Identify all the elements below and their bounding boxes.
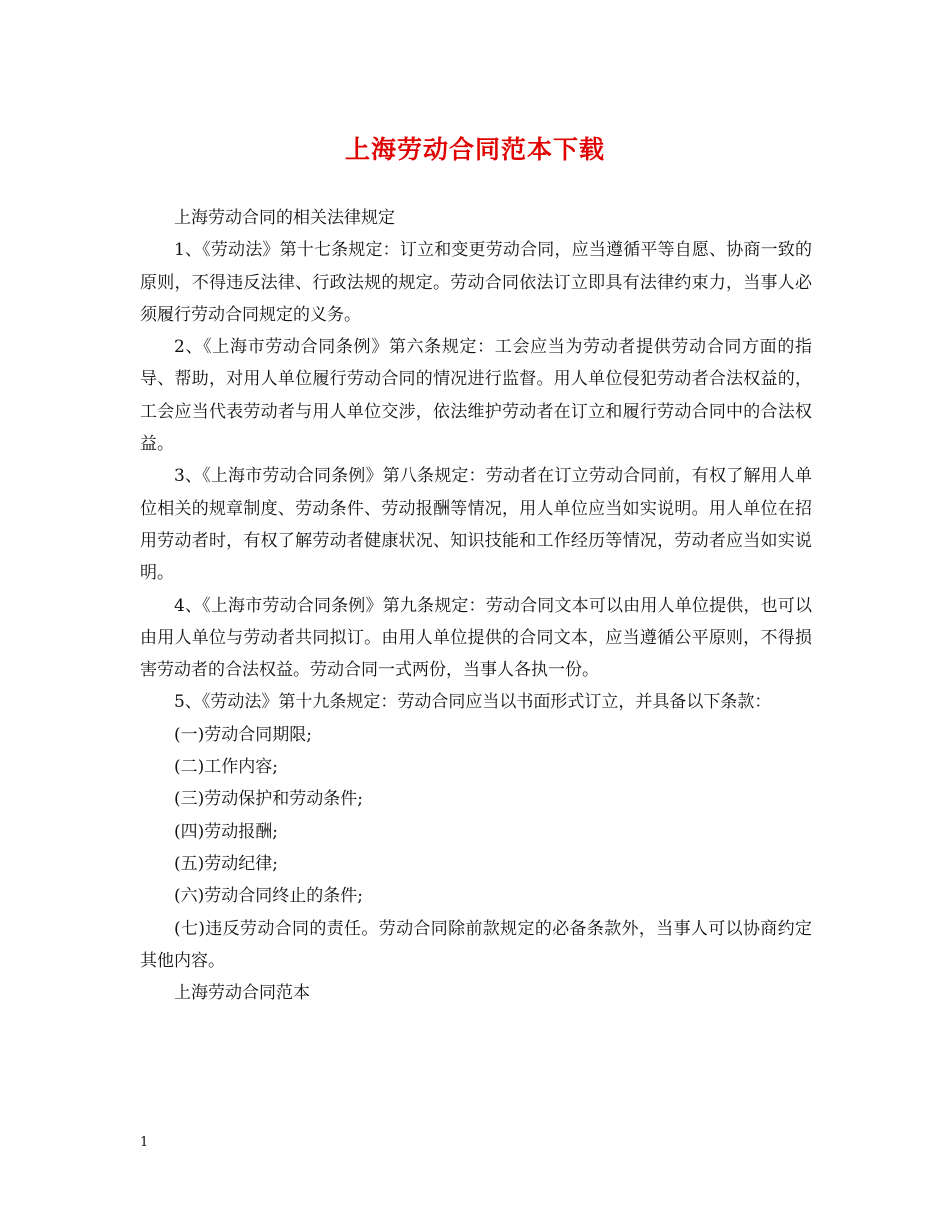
paragraph-4: 4、《上海市劳动合同条例》第九条规定：劳动合同文本可以由用人单位提供，也可以由用人单位与劳动者共同拟订。由用人单位提供的合同文本，应当遵循公平原则，不得损害劳动者的合法权益。劳动合同一式两份，当事人各执一份。 bbox=[140, 595, 812, 681]
document-body bbox=[140, 202, 812, 1009]
clause-item-1: (一)劳动合同期限; bbox=[174, 724, 312, 745]
page-number: 1 bbox=[140, 1135, 149, 1150]
paragraph-5: 5、《劳动法》第十九条规定：劳动合同应当以书面形式订立，并具备以下条款： bbox=[174, 692, 772, 713]
section-heading: 上海劳动合同的相关法律规定 bbox=[174, 208, 395, 228]
clause-item-5: (五)劳动纪律; bbox=[174, 853, 278, 874]
paragraph-3: 3、《上海市劳动合同条例》第八条规定：劳动者在订立劳动合同前，有权了解用人单位相关的规章制度、劳动条件、劳动报酬等情况，用人单位应当如实说明。用人单位在招用劳动者时，有权了解劳动者健康状况、知识技能和工作经历等情况，劳动者应当如实说明。 bbox=[140, 466, 812, 584]
clause-item-6: (六)劳动合同终止的条件; bbox=[174, 886, 363, 907]
clause-item-4: (四)劳动报酬; bbox=[174, 821, 278, 842]
paragraph-2: 2、《上海市劳动合同条例》第六条规定：工会应当为劳动者提供劳动合同方面的指导、帮助，对用人单位履行劳动合同的情况进行监督。用人单位侵犯劳动者合法权益的，工会应当代表劳动者与用人单位交涉，依法维护劳动者在订立和履行劳动合同中的合法权益。 bbox=[140, 337, 812, 455]
paragraph-1: 1、《劳动法》第十七条规定：订立和变更劳动合同，应当遵循平等自愿、协商一致的原则，不得违反法律、行政法规的规定。劳动合同依法订立即具有法律约束力，当事人必须履行劳动合同规定的义务。 bbox=[140, 240, 812, 325]
document-title: 上海劳动合同范本下载 bbox=[344, 135, 605, 164]
clause-item-7: (七)违反劳动合同的责任。劳动合同除前款规定的必备条款外，当事人可以协商约定其他内容。 bbox=[140, 918, 812, 971]
section-heading-template: 上海劳动合同范本 bbox=[174, 983, 310, 1004]
clause-item-3: (三)劳动保护和劳动条件; bbox=[174, 789, 363, 810]
clause-item-2: (二)工作内容; bbox=[174, 757, 278, 778]
